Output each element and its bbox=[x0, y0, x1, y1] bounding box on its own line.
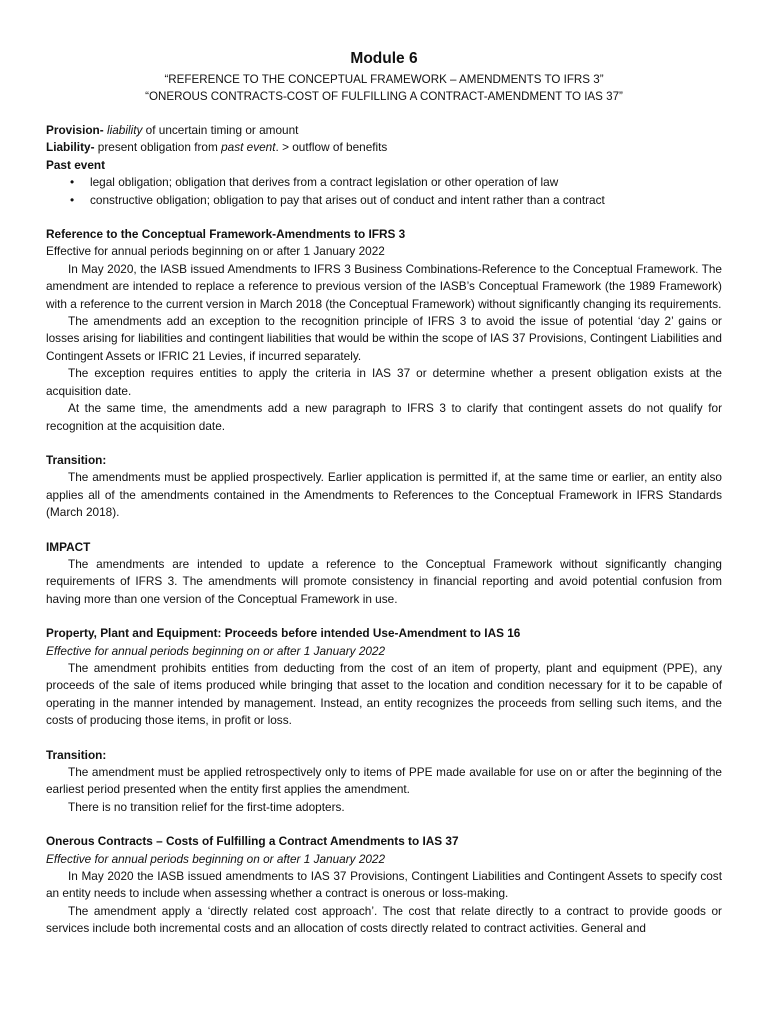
liability-italic: past event bbox=[221, 140, 276, 155]
page-title: Module 6 bbox=[350, 50, 418, 67]
spacer bbox=[46, 105, 722, 122]
past-event-heading: Past event bbox=[46, 157, 106, 172]
ifrs3-paragraph-4: At the same time, the amendments add a new paragraph to IFRS 3 to clarify that contingent assets do not qualify for recognition at the acquisition date. bbox=[46, 401, 722, 433]
liability-definition bbox=[46, 139, 722, 156]
impact-text: The amendments are intended to update a reference to the Conceptual Framework without significantly changing requirements of IFRS 3. The amendments will promote consistency in financial reporting and avoid potential confusion from having more than one version of the Conceptual Framework in use. bbox=[46, 556, 722, 606]
ias37-effective: Effective for annual periods beginning on or after 1 January 2022 bbox=[46, 851, 386, 866]
ias37-paragraph-2: The amendment apply a ‘directly related cost approach’. The cost that relate directly to a contract to provide goods or services include both incremental costs and an allocation of costs directly related to contract activities. General and bbox=[46, 903, 722, 936]
spacer bbox=[46, 816, 722, 833]
list-item: • constructive obligation; obligation to pay that arises out of conduct and intent rather than a contract bbox=[90, 192, 722, 209]
ias37-heading: Onerous Contracts – Costs of Fulfilling a Contract Amendments to IAS 37 bbox=[46, 834, 459, 849]
spacer bbox=[46, 435, 722, 452]
ifrs3-paragraph-2: The amendments add an exception to the recognition principle of IFRS 3 to avoid the issue of potential ‘day 2’ gains or losses arising for liabilities and contingent liabilities that would be within the scope of IAS 37 Provisions, Contingent Liabilities and Contingent Assets or IFRIC 21 Levies, if incurred separately. bbox=[46, 314, 722, 363]
obligation-list bbox=[46, 174, 722, 209]
subtitle-ifrs3: “REFERENCE TO THE CONCEPTUAL FRAMEWORK – AMENDMENTS TO IFRS 3” bbox=[164, 73, 604, 86]
ias16-effective: Effective for annual periods beginning on or after 1 January 2022 bbox=[46, 643, 386, 658]
provision-definition bbox=[46, 122, 722, 139]
provision-term: Provision- bbox=[46, 123, 104, 137]
ifrs3-effective: Effective for annual periods beginning on or after 1 January 2022 bbox=[46, 244, 385, 259]
ias16-heading: Property, Plant and Equipment: Proceeds before intended Use-Amendment to IAS 16 bbox=[46, 626, 521, 641]
liability-rest: present obligation from bbox=[94, 140, 222, 155]
ias16-transition-text-2: There is no transition relief for the first-time adopters. bbox=[68, 799, 345, 814]
provision-rest: of uncertain timing or amount bbox=[142, 123, 299, 137]
ias16-transition-heading: Transition: bbox=[46, 747, 107, 762]
impact-heading: IMPACT bbox=[46, 539, 91, 554]
ifrs3-transition-text: The amendments must be applied prospectively. Earlier application is permitted if, at the same time or earlier, an entity also applies all of the amendments contained in the Amendments to References to the Conceptual Framework in IFRS Standards (March 2018). bbox=[46, 470, 722, 520]
ias37-paragraph-1: In May 2020 the IASB issued amendments to IAS 37 Provisions, Contingent Liabilities and Contingent Assets to specify cost an entity needs to include when assessing whether a contract is onerous or loss-making. bbox=[46, 869, 722, 901]
ifrs3-paragraph-1: In May 2020, the IASB issued Amendments to IFRS 3 Business Combinations-Reference to the Conceptual Framework. The amendment are intended to replace a reference to previous version of the IASB’s Conceptual Framework (the 1989 Framework) with a reference to the current version in March 2018 (the Conceptual Framework) without significantly changing its requirements. bbox=[46, 261, 722, 311]
spacer bbox=[46, 522, 722, 539]
spacer bbox=[46, 608, 722, 625]
liability-end: . > outflow of benefits bbox=[275, 140, 388, 155]
ias16-paragraph-1: The amendment prohibits entities from deducting from the cost of an item of property, plant and equipment (PPE), any proceeds of the sale of items produced while bringing that asset to the location and condition necessary for it to be capable of operating in the manner intended by management. Instead, an entity recognizes the proceeds from selling such items, and the costs of producing those items, in profit or loss. bbox=[46, 660, 722, 728]
ifrs3-transition-heading: Transition: bbox=[46, 452, 107, 467]
list-item: • legal obligation; obligation that derives from a contract legislation or other operation of law bbox=[90, 174, 722, 191]
liability-term: Liability- bbox=[46, 140, 95, 155]
ifrs3-heading: Reference to the Conceptual Framework-Amendments to IFRS 3 bbox=[46, 227, 406, 242]
spacer bbox=[46, 730, 722, 747]
provision-italic: liability bbox=[106, 123, 143, 137]
ias16-transition-text: The amendment must be applied retrospectively only to items of PPE made available for use on or after the beginning of the earliest period presented when the entity first applies the amendment. bbox=[46, 765, 722, 797]
subtitle-ias37: “ONEROUS CONTRACTS-COST OF FULFILLING A CONTRACT-AMENDMENT TO IAS 37” bbox=[145, 90, 623, 103]
spacer bbox=[46, 209, 722, 226]
ifrs3-paragraph-3: The exception requires entities to apply the criteria in IAS 37 or determine whether a present obligation exists at the acquisition date. bbox=[46, 366, 722, 398]
